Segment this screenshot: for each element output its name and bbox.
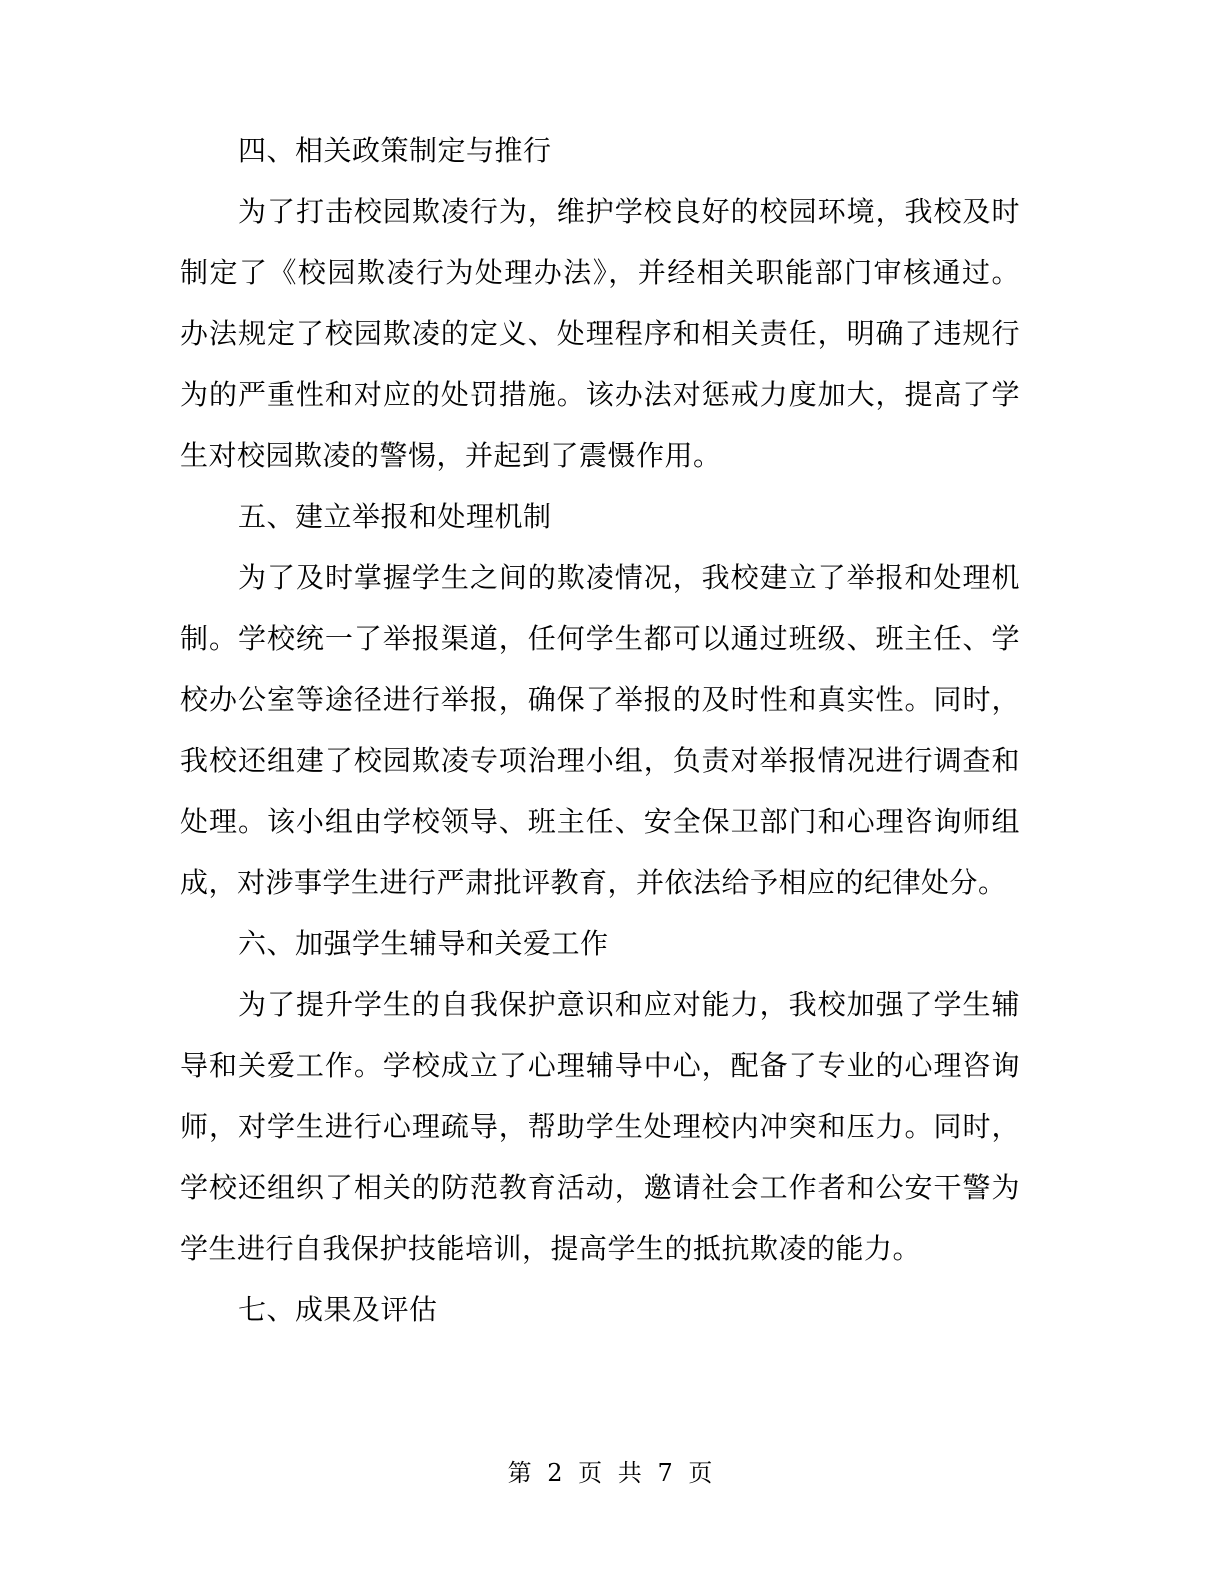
document-body [180,120,1020,1340]
section-paragraph: 为了提升学生的自我保护意识和应对能力，我校加强了学生辅导和关爱工作。学校成立了心理辅导中心，配备了专业的心理咨询师，对学生进行心理疏导，帮助学生处理校内冲突和压力。同时，学校还组织了相关的防范教育活动，邀请社会工作者和公安干警为学生进行自我保护技能培训，提高学生的抵抗欺凌的能力。 [180,988,1020,1265]
section-paragraph: 为了打击校园欺凌行为，维护学校良好的校园环境，我校及时制定了《校园欺凌行为处理办法》，并经相关职能部门审核通过。办法规定了校园欺凌的定义、处理程序和相关责任，明确了违规行为的严重性和对应的处罚措施。该办法对惩戒力度加大，提高了学生对校园欺凌的警惕，并起到了震慑作用。 [180,195,1020,472]
section-heading: 七、成果及评估 [238,1293,438,1326]
section-heading: 五、建立举报和处理机制 [238,500,552,533]
page-number-footer: 第 2 页 共 7 页 [507,1459,717,1487]
section-heading: 六、加强学生辅导和关爱工作 [238,927,609,960]
section-paragraph: 为了及时掌握学生之间的欺凌情况，我校建立了举报和处理机制。学校统一了举报渠道，任何学生都可以通过班级、班主任、学校办公室等途径进行举报，确保了举报的及时性和真实性。同时，我校还组建了校园欺凌专项治理小组，负责对举报情况进行调查和处理。该小组由学校领导、班主任、安全保卫部门和心理咨询师组成，对涉事学生进行严肃批评教育，并依法给予相应的纪律处分。 [180,561,1020,899]
section-heading: 四、相关政策制定与推行 [238,134,552,167]
